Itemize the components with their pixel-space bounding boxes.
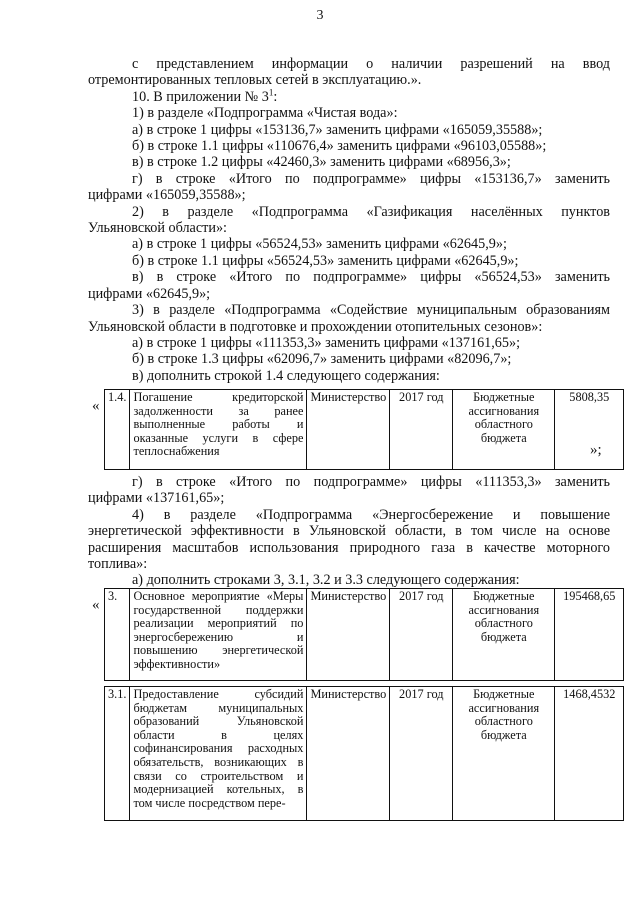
row-amount: 5808,35 xyxy=(555,390,624,470)
paragraph-line: а) в строке 1 цифры «56524,53» заменить цифрами «62645,9»; xyxy=(132,236,507,253)
paragraph-line: а) в строке 1 цифры «111353,3» заменить цифрами «137161,65»; xyxy=(132,334,521,351)
opening-quote: « xyxy=(92,597,100,613)
paragraph-line: цифрами «137161,65»; xyxy=(88,490,225,507)
superscript: 1 xyxy=(268,87,274,98)
paragraph-line: топлива»: xyxy=(88,556,148,573)
paragraph-line: а) дополнить строками 3, 3.1, 3.2 и 3.3 следующего содержания: xyxy=(132,572,520,589)
row-ministry: Министерство xyxy=(307,687,390,821)
row-year: 2017 год xyxy=(390,589,453,681)
top-text-block xyxy=(88,56,610,384)
row-source: Бюджетные ассигнования областного бюджета xyxy=(453,687,555,821)
table-row xyxy=(105,589,624,681)
paragraph-line: 3) в разделе «Подпрограмма «Содействие муниципальным образованиям xyxy=(132,302,610,319)
row-year: 2017 год xyxy=(390,687,453,821)
table-row xyxy=(105,390,624,470)
row-number: 1.4. xyxy=(105,390,130,470)
paragraph-line: с представлением информации о наличии разрешений на ввод xyxy=(132,56,610,72)
row-name: Погашение кредиторской задолженности за ранее выполненные работы и оказанные услуги в сфере теплоснабжения xyxy=(130,390,307,470)
paragraph-line: в) дополнить строкой 1.4 следующего содержания: xyxy=(132,367,440,384)
paragraph-line: цифрами «62645,9»; xyxy=(88,285,211,302)
paragraph-line: 10. В приложении № $3^1$: xyxy=(132,87,278,105)
row-source: Бюджетные ассигнования областного бюджета xyxy=(453,589,555,681)
row-number: 3. xyxy=(105,589,130,681)
middle-text-block xyxy=(88,474,610,589)
row-number: 3.1. xyxy=(105,687,130,821)
paragraph-line: 4) в разделе «Подпрограмма «Энергосбережение и повышение xyxy=(132,506,610,523)
row-ministry: Министерство xyxy=(307,589,390,681)
paragraph-line: энергетической эффективности в Ульяновской области, в том числе на основе xyxy=(88,523,610,540)
paragraph-line: цифрами «165059,35588»; xyxy=(88,187,246,204)
paragraph-line: Ульяновской области в подготовке и прохождении отопительных сезонов»: xyxy=(88,318,543,335)
table-row xyxy=(105,687,624,821)
insert-table-1-4 xyxy=(104,389,624,470)
paragraph-line: б) в строке 1.1 цифры «56524,53» заменить цифрами «62645,9»; xyxy=(132,252,519,269)
row-name: Предоставление субсидий бюджетам муниципальных образований Ульяновской области в целях софинансирования расходных обязательств, возникающих в связи со строительством и модернизацией котельных, в том числе посредством пере- xyxy=(130,687,307,821)
paragraph-line: а) в строке 1 цифры «153136,7» заменить цифрами «165059,35588»; xyxy=(132,121,543,138)
row-amount: 1468,4532 xyxy=(555,687,624,821)
paragraph-line: б) в строке 1.1 цифры «110676,4» заменить цифрами «96103,05588»; xyxy=(132,138,547,155)
paragraph-line: г) в строке «Итого по подпрограмме» цифры «111353,3» заменить xyxy=(132,474,610,490)
row-amount: 195468,65 xyxy=(555,589,624,681)
paragraph-line: б) в строке 1.3 цифры «62096,7» заменить цифрами «82096,7»; xyxy=(132,351,512,368)
row-name: Основное мероприятие «Меры государственной поддержки реализации мероприятий по энергосбережению и повышению энергетической эффективности» xyxy=(130,589,307,681)
paragraph-line: 1) в разделе «Подпрограмма «Чистая вода»: xyxy=(132,105,398,122)
row-source: Бюджетные ассигнования областного бюджета xyxy=(453,390,555,470)
paragraph-line: в) в строке 1.2 цифры «42460,3» заменить цифрами «68956,3»; xyxy=(132,154,511,171)
paragraph-line: в) в строке «Итого по подпрограмме» цифры «56524,53» заменить xyxy=(132,269,610,286)
paragraph-line: расширения масштабов использования природного газа в качестве моторного xyxy=(88,539,610,556)
row-ministry: Министерство xyxy=(307,390,390,470)
page-number: 3 xyxy=(316,8,324,23)
paragraph-line: Ульяновской области»: xyxy=(88,220,227,237)
closing-quote: »; xyxy=(590,442,602,458)
insert-table-3 xyxy=(104,588,624,821)
paragraph-line: отремонтированных тепловых сетей в эксплуатацию.». xyxy=(88,72,422,89)
paragraph-line: г) в строке «Итого по подпрограмме» цифры «153136,7» заменить xyxy=(132,170,610,187)
paragraph-line: 2) в разделе «Подпрограмма «Газификация населённых пунктов xyxy=(132,203,610,220)
opening-quote: « xyxy=(92,398,100,414)
row-year: 2017 год xyxy=(390,390,453,470)
